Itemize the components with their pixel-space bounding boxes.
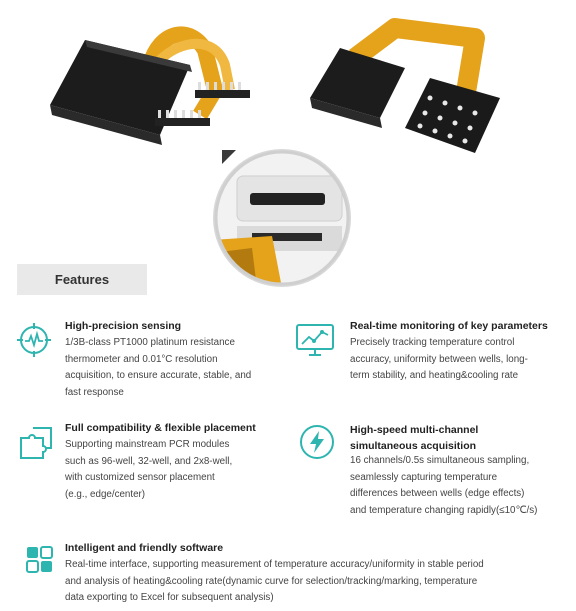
monitor-chart-icon [295,322,335,358]
grid-apps-icon [25,545,55,575]
product-image-left [40,20,260,145]
features-heading: Features [17,264,147,295]
pulse-target-icon [16,322,52,358]
feature-desc-real-time-monitoring: Precisely tracking temperature control accuracy, uniformity between wells, long- term stability, and heating&cooling rate [350,337,528,381]
pointer-triangle [222,150,236,164]
feature-title-high-speed: High-speed multi-channel simultaneous acquisition [350,424,479,452]
feature-desc-software: Real-time interface, supporting measurement of temperature accuracy/uniformity in stable period and analysis of heating&cooling rate(dynamic curve for selection/tracking/marking, temperature data exporting to Excel for subsequent analysis) [65,559,484,603]
lightning-icon [298,423,336,461]
feature-title-software: Intelligent and friendly software [65,542,224,554]
feature-desc-high-speed: 16 channels/0.5s simultaneous sampling, seamlessly capturing temperature differences between wells (edge effects) and temperature changing rapidly(≤10℃/s) [350,455,538,516]
feature-desc-high-precision: 1/3B-class PT1000 platinum resistance thermometer and 0.01°C resolution acquisition, to ensure accurate, stable, and fast response [65,337,252,398]
feature-desc-compatibility: Supporting mainstream PCR modules such as 96-well, 32-well, and 2x8-well, with customized sensor placement (e.g., edge/center) [65,439,233,500]
feature-title-real-time-monitoring: Real-time monitoring of key parameters [350,320,548,332]
detail-zoom-image [212,148,352,288]
feature-title-high-precision: High-precision sensing [65,320,182,332]
puzzle-icon [17,424,55,462]
feature-title-compatibility: Full compatibility & flexible placement [65,422,256,434]
product-image-right [305,18,505,153]
